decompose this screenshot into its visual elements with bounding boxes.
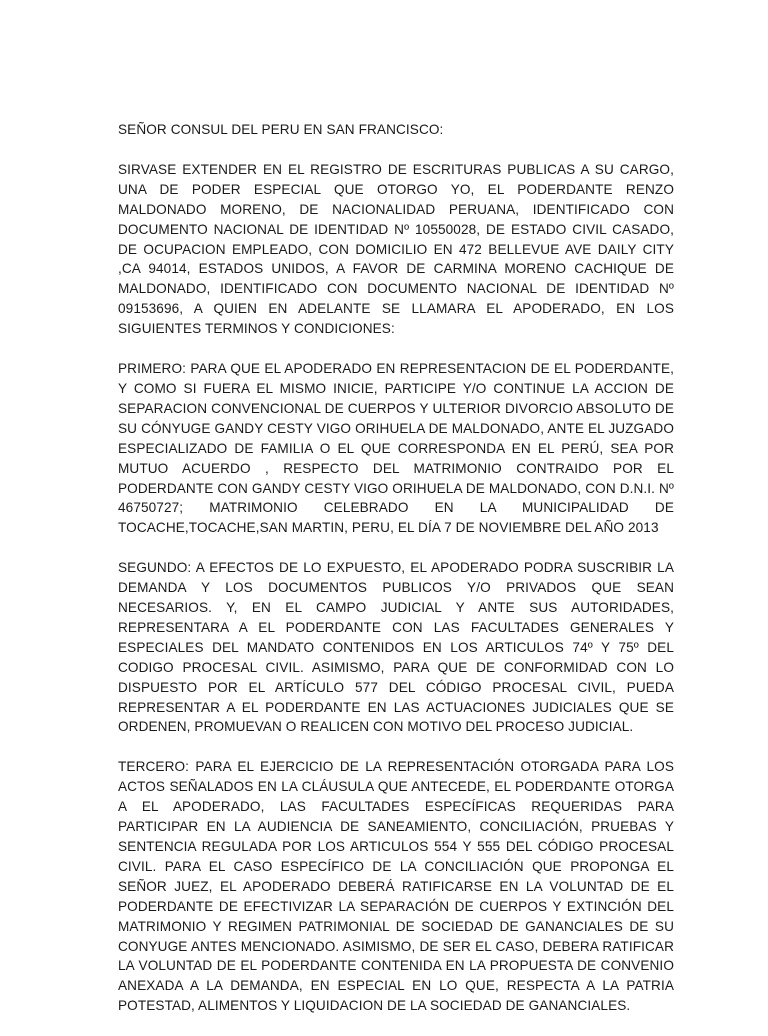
document-heading: SEÑOR CONSUL DEL PERU EN SAN FRANCISCO: <box>118 122 444 137</box>
paragraph-intro: SIRVASE EXTENDER EN EL REGISTRO DE ESCRITURAS PUBLICAS A SU CARGO, UNA DE PODER ESPECIAL QUE OTORGO YO, EL PODERDANTE RENZO MALDONADO MORENO, DE NACIONALIDAD PERUANA, IDENTIFICADO CON DOCUMENTO NACIONAL DE IDENTIDAD Nº 10550028, DE ESTADO CIVIL CASADO, DE OCUPACION EMPLEADO, CON DOMICILIO EN 472 BELLEVUE AVE DAILY CITY ,CA 94014, ESTADOS UNIDOS, A FAVOR DE CARMINA MORENO CACHIQUE DE MALDONADO, IDENTIFICADO CON DOCUMENTO NACIONAL DE IDENTIDAD Nº 09153696, A QUIEN EN ADELANTE SE LLAMARA EL APODERADO, EN LOS SIGUIENTES TERMINOS Y CONDICIONES: <box>118 161 674 337</box>
paragraph-tercero: TERCERO: PARA EL EJERCICIO DE LA REPRESENTACIÓN OTORGADA PARA LOS ACTOS SEÑALADOS EN LA CLÁUSULA QUE ANTECEDE, EL PODERDANTE OTORGA A EL APODERADO, LAS FACULTADES ESPECÍFICAS REQUERIDAS PARA PARTICIPAR EN LA AUDIENCIA DE SANEAMIENTO, CONCILIACIÓN, PRUEBAS Y SENTENCIA REGULADA POR LOS ARTICULOS 554 Y 555 DEL CÓDIGO PROCESAL CIVIL. PARA EL CASO ESPECÍFICO DE LA CONCILIACIÓN QUE PROPONGA EL SEÑOR JUEZ, EL APODERADO DEBERÁ RATIFICARSE EN LA VOLUNTAD DE EL PODERDANTE DE EFECTIVIZAR LA SEPARACIÓN DE CUERPOS Y EXTINCIÓN DEL MATRIMONIO Y REGIMEN PATRIMONIAL DE SOCIEDAD DE GANANCIALES DE SU CONYUGE ANTES MENCIONADO. ASIMISMO, DE SER EL CASO, DEBERA RATIFICAR LA VOLUNTAD DE EL PODERDANTE CONTENIDA EN LA PROPUESTA DE CONVENIO ANEXADA A LA DEMANDA, EN ESPECIAL EN LO QUE, RESPECTA A LA PATRIA POTESTAD, ALIMENTOS Y LIQUIDACION DE LA SOCIEDAD DE GANANCIALES. <box>118 759 674 1014</box>
paragraph-segundo: SEGUNDO: A EFECTOS DE LO EXPUESTO, EL APODERADO PODRA SUSCRIBIR LA DEMANDA Y LOS DOCUMENTOS PUBLICOS Y/O PRIVADOS QUE SEAN NECESARIOS. Y, EN EL CAMPO JUDICIAL Y ANTE SUS AUTORIDADES, REPRESENTARA A EL PODERDANTE CON LAS FACULTADES GENERALES Y ESPECIALES DEL MANDATO CONTENIDOS EN LOS ARTICULOS 74º Y 75º DEL CODIGO PROCESAL CIVIL. ASIMISMO, PARA QUE DE CONFORMIDAD CON LO DISPUESTO POR EL ARTÍCULO 577 DEL CÓDIGO PROCESAL CIVIL, PUEDA REPRESENTAR A EL PODERDANTE EN LAS ACTUACIONES JUDICIALES QUE SE ORDENEN, PROMUEVAN O REALICEN CON MOTIVO DEL PROCESO JUDICIAL. <box>118 560 674 735</box>
document-page <box>118 120 674 1036</box>
paragraph-primero: PRIMERO: PARA QUE EL APODERADO EN REPRESENTACION DE EL PODERDANTE, Y COMO SI FUERA EL MISMO INICIE, PARTICIPE Y/O CONTINUE LA ACCION DE SEPARACION CONVENCIONAL DE CUERPOS Y ULTERIOR DIVORCIO ABSOLUTO DE SU CÓNYUGE GANDY CESTY VIGO ORIHUELA DE MALDONADO, ANTE EL JUZGADO ESPECIALIZADO DE FAMILIA O EL QUE CORRESPONDA EN EL PERÚ, SEA POR MUTUO ACUERDO , RESPECTO DEL MATRIMONIO CONTRAIDO POR EL PODERDANTE CON GANDY CESTY VIGO ORIHUELA DE MALDONADO, CON D.N.I. Nº 46750727; MATRIMONIO CELEBRADO EN LA MUNICIPALIDAD DE TOCACHE,TOCACHE,SAN MARTIN, PERU, EL DÍA 7 DE NOVIEMBRE DEL AÑO 2013 <box>118 361 674 536</box>
